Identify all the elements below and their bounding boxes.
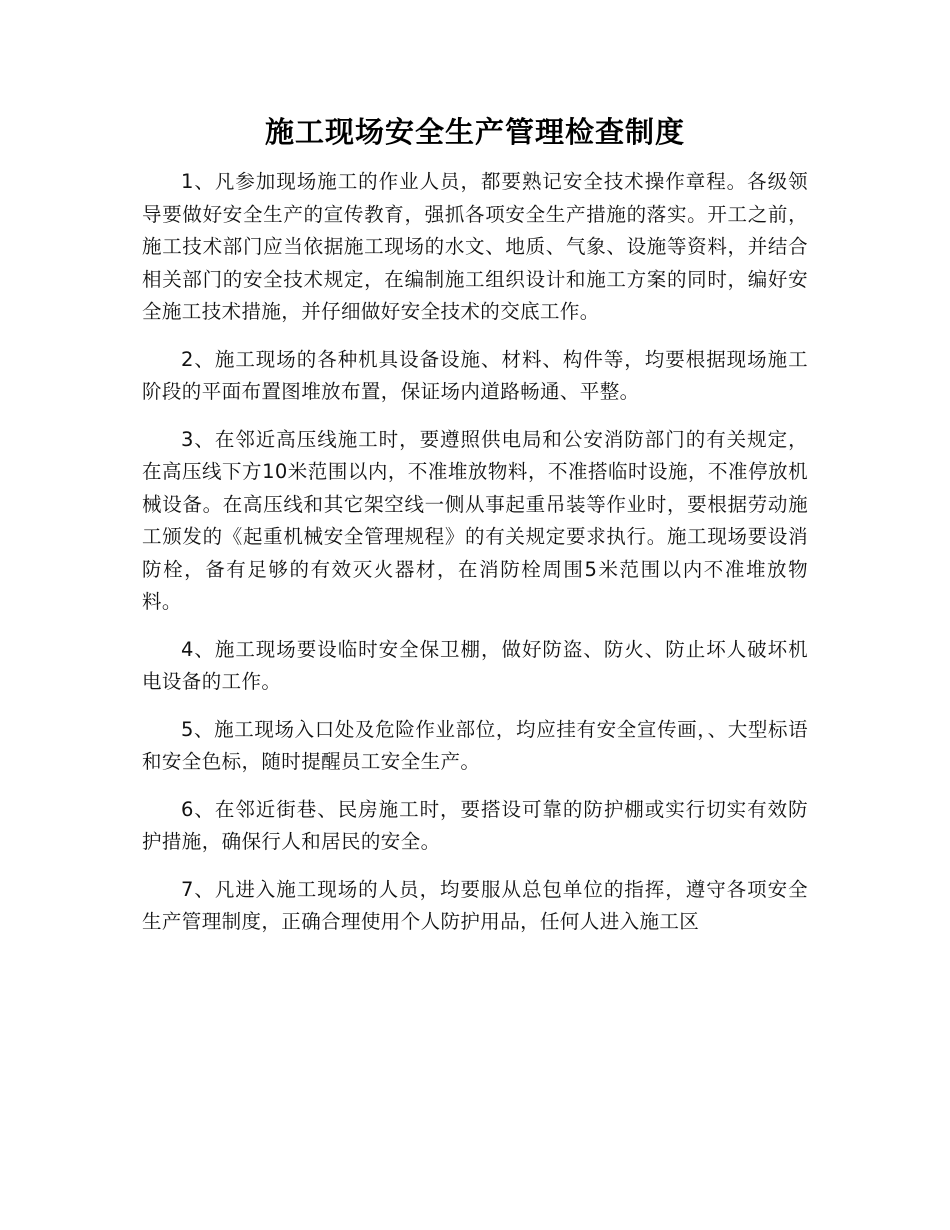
paragraph-6: 6、在邻近街巷、民房施工时，要搭设可靠的防护棚或实行切实有效防护措施，确保行人和居民的安全。 bbox=[142, 797, 808, 853]
paragraph-2: 2、施工现场的各种机具设备设施、材料、构件等，均要根据现场施工阶段的平面布置图堆放布置，保证场内道路畅通、平整。 bbox=[142, 347, 808, 403]
document-body bbox=[142, 166, 808, 954]
paragraph-4: 4、施工现场要设临时安全保卫棚，做好防盗、防火、防止坏人破坏机电设备的工作。 bbox=[142, 637, 808, 693]
paragraph-1: 1、凡参加现场施工的作业人员，都要熟记安全技术操作章程。各级领导要做好安全生产的宣传教育，强抓各项安全生产措施的落实。开工之前，施工技术部门应当依据施工现场的水文、地质、气象、设施等资料，并结合相关部门的安全技术规定，在编制施工组织设计和施工方案的同时，编好安全施工技术措施，并仔细做好安全技术的交底工作。 bbox=[142, 170, 808, 323]
paragraph-7: 7、凡进入施工现场的人员，均要服从总包单位的指挥，遵守各项安全生产管理制度，正确合理使用个人防护用品，任何人进入施工区 bbox=[142, 877, 808, 933]
document-title: 施工现场安全生产管理检查制度 bbox=[264, 115, 685, 149]
paragraph-3: 3、在邻近高压线施工时，要遵照供电局和公安消防部门的有关规定，在高压线下方10米范围以内，不准堆放物料，不准搭临时设施，不准停放机械设备。在高压线和其它架空线一侧从事起重吊装等作业时，要根据劳动施工颁发的《起重机械安全管理规程》的有关规定要求执行。施工现场要设消防栓，备有足够的有效灭火器材，在消防栓周围5米范围以内不准堆放物料。 bbox=[142, 427, 808, 613]
paragraph-5: 5、施工现场入口处及危险作业部位，均应挂有安全宣传画，、大型标语和安全色标，随时提醒员工安全生产。 bbox=[142, 717, 808, 773]
